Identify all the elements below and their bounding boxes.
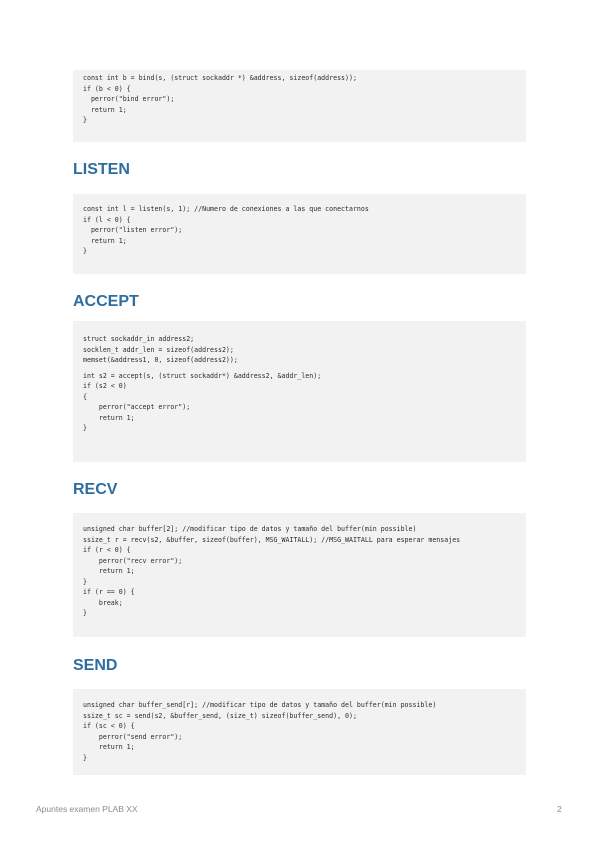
code-line: break; bbox=[83, 598, 123, 607]
code-line: return 1; bbox=[83, 567, 135, 575]
code-line: memset(&address1, 0, sizeof(address2)); bbox=[83, 356, 238, 364]
code-line: if (b < 0) { bbox=[83, 84, 131, 93]
code-line: perror("recv error"); bbox=[83, 556, 183, 565]
footer-title: Apuntes examen PLAB XX bbox=[36, 804, 138, 814]
code-line: perror("send error"); bbox=[83, 732, 183, 741]
code-line: return 1; bbox=[83, 743, 135, 751]
code-line: int s2 = accept(s, (struct sockaddr*) &address2, &addr_len); bbox=[83, 371, 322, 380]
code-line: } bbox=[83, 116, 87, 124]
code-line: if (sc < 0) { bbox=[83, 722, 135, 730]
code-line: if (r < 0) { bbox=[83, 546, 131, 554]
code-block-listen bbox=[73, 194, 526, 274]
code-block-send bbox=[73, 689, 526, 775]
code-line: ssize_t sc = send(s2, &buffer_send, (size_t) sizeof(buffer_send), 0); bbox=[83, 711, 357, 720]
code-line: } bbox=[83, 424, 87, 432]
code-block-bind bbox=[73, 70, 526, 142]
section-heading-listen: LISTEN bbox=[73, 161, 130, 178]
code-line: const int b = bind(s, (struct sockaddr *) &address, sizeof(address)); bbox=[83, 74, 357, 82]
code-line: perror("bind error"); bbox=[83, 95, 175, 103]
code-line: return 1; bbox=[83, 105, 127, 114]
code-line: socklen_t addr_len = sizeof(address2); bbox=[83, 345, 234, 354]
code-line: { bbox=[83, 392, 87, 401]
code-line: return 1; bbox=[83, 236, 127, 245]
code-line: ssize_t r = recv(s2, &buffer, sizeof(buffer), MSG_WAITALL); //MSG_WAITALL para esperar mensajes bbox=[83, 535, 461, 544]
code-line: } bbox=[83, 247, 87, 255]
section-heading-send: SEND bbox=[73, 657, 118, 674]
code-line: if (l < 0) { bbox=[83, 215, 131, 224]
code-line: unsigned char buffer_send[r]; //modificar tipo de datos y tamaño del buffer(min possible) bbox=[83, 701, 437, 709]
code-line: } bbox=[83, 753, 87, 762]
section-heading-accept: ACCEPT bbox=[73, 293, 139, 310]
code-line: } bbox=[83, 577, 87, 586]
code-line: unsigned char buffer[2]; //modificar tipo de datos y tamaño del buffer(min possible) bbox=[83, 525, 417, 533]
code-line: struct sockaddr_in address2; bbox=[83, 335, 195, 343]
code-line: perror("accept error"); bbox=[83, 403, 191, 411]
code-line: perror("listen error"); bbox=[83, 226, 183, 234]
code-line: } bbox=[83, 609, 87, 617]
code-line: return 1; bbox=[83, 413, 135, 422]
section-heading-recv: RECV bbox=[73, 481, 118, 498]
page-number: 2 bbox=[557, 804, 562, 814]
code-line: const int l = listen(s, 1); //Numero de conexiones a las que conectarnos bbox=[83, 205, 369, 213]
code-block-accept bbox=[73, 321, 526, 462]
code-block-recv bbox=[73, 513, 526, 637]
code-line: if (s2 < 0) bbox=[83, 382, 127, 390]
code-line: if (r == 0) { bbox=[83, 588, 135, 596]
